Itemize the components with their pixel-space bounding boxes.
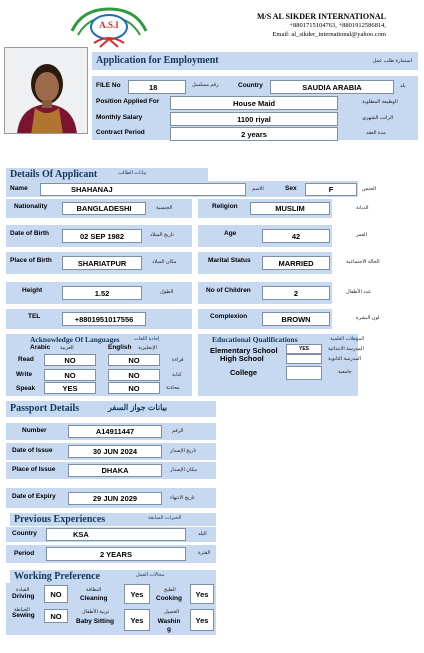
dob-label: Date of Birth (10, 230, 49, 237)
issue-place-label: Place of Issue (12, 466, 56, 473)
washing-ar: الغسيل (164, 609, 180, 615)
driving-ar: القيادة (16, 587, 30, 593)
college-label: College (230, 368, 258, 377)
issue-place-ar: مكان الإصدار (170, 467, 197, 473)
religion-label: Religion (212, 203, 238, 210)
passport-number-ar: الرقم (172, 428, 184, 434)
babysitting-ar: تربية الأطفال (82, 609, 110, 615)
marital-ar: الحالة الاجتماعية (346, 259, 380, 265)
college-field[interactable] (286, 366, 322, 380)
salary-field[interactable]: 1100 riyal (170, 112, 338, 126)
arabic-ar: العربية (60, 345, 74, 351)
expiry-label: Date of Expiry (12, 493, 56, 500)
contract-label: Contract Period (96, 129, 145, 136)
elementary-field[interactable]: YES (286, 344, 322, 354)
passport-title-ar: بيانات جواز السفر (108, 403, 168, 412)
contract-ar: مدة العقد (366, 130, 386, 136)
issue-date-ar: تاريخ الإصدار (170, 448, 197, 454)
exp-country-field[interactable]: KSA (46, 528, 186, 541)
application-title: Application for Employment (96, 55, 219, 66)
position-label: Position Applied For (96, 98, 160, 105)
position-ar: الوظيفة المطلوبة (362, 99, 398, 105)
speak-english-field[interactable]: NO (108, 382, 160, 394)
high-field[interactable] (286, 354, 322, 364)
cooking-label: Cooking (156, 595, 182, 602)
pob-field[interactable]: SHARIATPUR (62, 256, 142, 270)
experience-title-ar: الخبرات السابقة (148, 515, 182, 521)
sex-label: Sex (285, 185, 297, 192)
application-header (92, 52, 418, 70)
sex-ar: الجنس (362, 186, 377, 192)
experience-header (10, 513, 216, 526)
elementary-label: Elementary School (210, 346, 278, 355)
age-ar: العمر (356, 232, 367, 238)
write-label: Write (16, 371, 33, 378)
company-logo (64, 3, 154, 53)
languages-title: Acknowledge Of Languages (30, 335, 120, 344)
cleaning-field[interactable]: Yes (124, 584, 150, 604)
country-field[interactable]: SAUDIA ARABIA (270, 80, 394, 94)
applicant-title-ar: بيانات الطالب (118, 170, 147, 176)
exp-period-label: Period (14, 550, 35, 557)
issue-date-label: Date of Issue (12, 447, 53, 454)
nationality-field[interactable]: BANGLADESHI (62, 202, 146, 215)
height-ar: الطول (160, 289, 174, 295)
company-name: M/S AL SIKDER INTERNATIONAL (257, 12, 386, 21)
name-label: Name (10, 185, 28, 192)
speak-label: Speak (16, 385, 36, 392)
complexion-ar: لون البشرة (356, 315, 380, 321)
exp-period-ar: الفترة (198, 550, 211, 556)
working-title-ar: مجالات العمل (136, 572, 165, 578)
working-band (6, 583, 216, 635)
high-ar: المدرسة الثانوية (328, 356, 362, 362)
read-label: Read (18, 356, 34, 363)
contract-field[interactable]: 2 years (170, 127, 338, 141)
name-ar: الاسم (252, 186, 264, 192)
company-email: Email: al_sikder_international@yahoo.com (272, 31, 386, 38)
passport-title: Passport Details (10, 403, 80, 414)
sewing-label: Sewing (12, 612, 35, 619)
write-arabic-field[interactable]: NO (44, 369, 96, 381)
religion-field[interactable]: MUSLIM (250, 202, 330, 215)
babysitting-field[interactable]: Yes (124, 609, 150, 631)
sewing-field[interactable]: NO (44, 609, 68, 623)
logo-text: A.S.I (99, 20, 119, 30)
pob-ar: مكان الميلاد (152, 259, 177, 265)
washing-label: Washin g (157, 618, 181, 633)
exp-country-label: Country (12, 530, 37, 537)
file-no-label: FILE No (96, 82, 121, 89)
dob-ar: تاريخ الميلاد (150, 232, 174, 238)
read-arabic-field[interactable]: NO (44, 354, 96, 366)
college-ar: جامعية (338, 369, 352, 375)
driving-field[interactable]: NO (44, 585, 68, 603)
age-field[interactable]: 42 (262, 229, 330, 243)
cooking-ar: الطبخ (164, 587, 176, 593)
english-label: English (108, 344, 132, 351)
salary-label: Monthly Salary (96, 114, 143, 121)
read-english-field[interactable]: NO (108, 354, 160, 366)
arabic-label: Arabic (30, 344, 51, 351)
exp-country-ar: البلد (198, 531, 207, 537)
washing-field[interactable]: Yes (190, 609, 214, 631)
issue-date-field[interactable]: 30 JUN 2024 (68, 445, 162, 458)
height-field[interactable]: 1.52 (62, 286, 142, 300)
applicant-header (6, 168, 208, 181)
sewing-ar: الخياطة (14, 607, 30, 613)
speak-ar: محادثة (166, 385, 180, 391)
religion-ar: الديانة (356, 205, 369, 211)
applicant-photo (4, 47, 88, 134)
country-ar: بلد (400, 83, 406, 89)
read-ar: قراءة (172, 357, 184, 363)
application-title-ar: استمارة طلب عمل (372, 58, 412, 64)
children-label: No of Children (206, 287, 251, 294)
children-ar: عدد الأطفال (346, 289, 372, 295)
passport-number-label: Number (22, 427, 47, 434)
elementary-ar: المدرسة الابتدائية (328, 346, 364, 352)
children-field[interactable]: 2 (262, 286, 330, 300)
file-no-ar: رقم مسلسل (192, 82, 219, 88)
cooking-field[interactable]: Yes (190, 584, 214, 604)
speak-arabic-field[interactable]: YES (44, 382, 96, 394)
salary-ar: الراتب الشهري (362, 115, 394, 121)
education-title-ar: المؤهلات العلمية (330, 336, 365, 342)
file-no-field[interactable]: 18 (128, 80, 186, 94)
working-title: Working Preference (14, 571, 100, 582)
applicant-title: Details Of Applicant (10, 169, 98, 180)
babysitting-label: Baby Sitting (76, 618, 114, 625)
marital-field[interactable]: MARRIED (262, 256, 330, 270)
write-ar: كتابة (172, 372, 182, 378)
marital-label: Marital Status (208, 257, 251, 264)
position-field[interactable]: House Maid (170, 96, 338, 110)
name-field[interactable]: SHAHANAJ (40, 183, 246, 196)
expiry-ar: تاريخ الانتهاء (170, 495, 195, 501)
issue-place-field[interactable]: DHAKA (68, 464, 162, 477)
passport-number-field[interactable]: A14911447 (68, 425, 162, 438)
english-ar: الإنجليزية (138, 345, 157, 351)
complexion-label: Complexion (210, 313, 248, 320)
exp-period-field[interactable]: 2 YEARS (46, 547, 186, 561)
pob-label: Place of Birth (10, 257, 52, 264)
complexion-field[interactable]: BROWN (262, 312, 330, 326)
nationality-ar: الجنسية (156, 205, 173, 211)
sex-field[interactable]: F (305, 183, 357, 196)
high-label: High School (220, 354, 264, 363)
nationality-label: Nationality (14, 203, 48, 210)
company-phones: +8801715104763, +8801912586814, (289, 22, 386, 29)
cleaning-label: Cleaning (80, 595, 108, 602)
driving-label: Driving (12, 593, 35, 600)
experience-title: Previous Experiences (14, 514, 106, 525)
languages-title-ar: إجادة اللغات (134, 336, 160, 342)
write-english-field[interactable]: NO (108, 369, 160, 381)
working-header (10, 570, 216, 583)
education-title: Educational Qualifications (212, 335, 298, 344)
tel-label: TEL (28, 313, 41, 320)
cleaning-ar: النظافة (86, 587, 102, 593)
expiry-field[interactable]: 29 JUN 2029 (68, 492, 162, 505)
dob-field[interactable]: 02 SEP 1982 (62, 229, 142, 243)
country-label: Country (238, 82, 263, 89)
height-label: Height (22, 287, 43, 294)
age-label: Age (224, 230, 237, 237)
tel-field[interactable]: +8801951017556 (62, 312, 146, 326)
